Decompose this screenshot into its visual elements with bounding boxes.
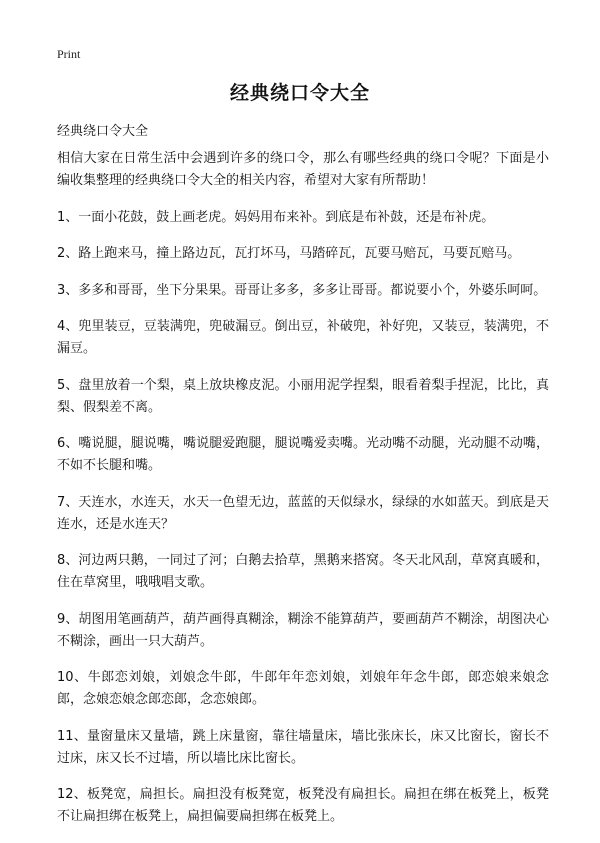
tongue-twister-6: 6、嘴说腿，腿说嘴，嘴说腿爱跑腿，腿说嘴爱卖嘴。光动嘴不动腿，光动腿不动嘴，不如不长腿和嘴。 bbox=[57, 436, 549, 473]
page-title: 经典绕口令大全 bbox=[229, 82, 370, 104]
tongue-twister-8: 8、河边两只鹅，一同过了河；白鹅去拾草，黑鹅来搭窝。冬天北风刮，草窝真暖和，住在草窝里，哦哦唱支歌。 bbox=[57, 553, 549, 590]
print-link[interactable]: Print bbox=[57, 47, 81, 61]
tongue-twister-3: 3、多多和哥哥，坐下分果果。哥哥让多多，多多让哥哥。都说要小个，外婆乐呵呵。 bbox=[57, 282, 547, 298]
tongue-twister-7: 7、天连水，水连天，水天一色望无边，蓝蓝的天似绿水，绿绿的水如蓝天。到底是天连水，还是水连天？ bbox=[57, 494, 549, 532]
tongue-twister-1: 1、一面小花鼓，鼓上画老虎。妈妈用布来补。到底是布补鼓，还是布补虎。 bbox=[57, 209, 495, 225]
article-body bbox=[57, 148, 549, 843]
tongue-twister-4: 4、兜里装豆，豆装满兜，兜破漏豆。倒出豆，补破兜，补好兜，又装豆，装满兜，不漏豆。 bbox=[57, 319, 549, 356]
tongue-twister-2: 2、路上跑来马，撞上路边瓦，瓦打坏马，马踏碎瓦，瓦要马赔瓦，马要瓦赔马。 bbox=[57, 246, 521, 261]
tongue-twister-9: 9、胡图用笔画葫芦，葫芦画得真糊涂，糊涂不能算葫芦，要画葫芦不糊涂，胡图决心不糊涂，画出一只大葫芦。 bbox=[57, 611, 549, 649]
intro-paragraph: 相信大家在日常生活中会遇到许多的绕口令，那么有哪些经典的绕口令呢？下面是小编收集整理的经典绕口令大全的相关内容，希望对大家有所帮助！ bbox=[57, 151, 549, 188]
tongue-twister-10: 10、牛郎恋刘娘，刘娘念牛郎，牛郎年年恋刘娘，刘娘年年念牛郎，郎恋娘来娘念郎，念娘恋娘念郎恋郎，念恋娘郎。 bbox=[57, 670, 549, 707]
tongue-twister-5: 5、盘里放着一个梨，桌上放块橡皮泥。小丽用泥学捏梨，眼看着梨手捏泥，比比，真梨、假梨差不离。 bbox=[57, 377, 549, 415]
tongue-twister-11: 11、量窗量床又量墙，跳上床量窗，靠往墙量床，墙比张床长，床又比窗长，窗长不过床，床又长不过墙，所以墙比床比窗长。 bbox=[57, 728, 549, 766]
tongue-twister-12: 12、板凳宽，扁担长。扁担没有板凳宽，板凳没有扁担长。扁担在绑在板凳上，板凳不让扁担绑在板凳上，扁担偏要扁担绑在板凳上。 bbox=[57, 787, 549, 824]
article-subtitle: 经典绕口令大全 bbox=[57, 124, 149, 139]
